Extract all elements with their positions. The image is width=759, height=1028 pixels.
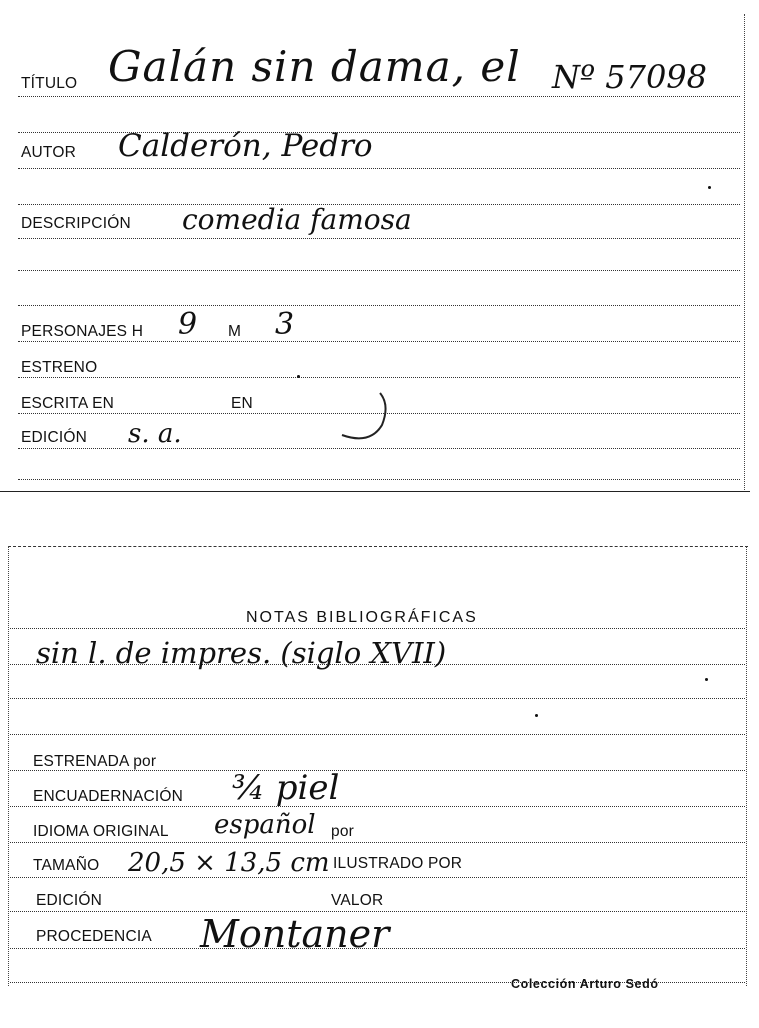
procedencia-label: PROCEDENCIA <box>36 928 152 945</box>
idioma-por-label: por <box>331 823 355 840</box>
ruled-line <box>18 305 740 306</box>
titulo-label: TÍTULO <box>21 75 78 92</box>
procedencia-value: Montaner <box>200 912 390 956</box>
catalog-number: Nº 57098 <box>552 58 708 96</box>
card-right-edge <box>746 546 747 986</box>
valor-label: VALOR <box>331 892 384 909</box>
card-top-edge <box>8 546 748 547</box>
escrita-en-label: ESCRITA EN <box>21 395 115 412</box>
card-left-edge <box>8 546 9 986</box>
ruled-line <box>18 270 740 271</box>
descripcion-value: comedia famosa <box>182 203 412 236</box>
ruled-line <box>18 341 740 342</box>
personajes-m-value: 3 <box>275 307 295 342</box>
autor-value: Calderón, Pedro <box>118 128 373 164</box>
ruled-line <box>10 628 745 629</box>
notas-value: sin l. de impres. (siglo XVII) <box>36 636 447 670</box>
idioma-label: IDIOMA ORIGINAL <box>33 823 169 840</box>
escrita-en-second-label: EN <box>231 395 253 412</box>
tamano-label: TAMAÑO <box>33 857 100 874</box>
encuadernacion-value: ¾ piel <box>232 768 340 808</box>
ilustrado-por-label: ILUSTRADO POR <box>333 855 463 872</box>
ruled-line <box>18 168 740 169</box>
ruled-line <box>18 448 740 449</box>
personajes-h-value: 9 <box>178 307 198 342</box>
personajes-m-label: M <box>228 323 242 340</box>
card-right-edge <box>744 14 745 492</box>
collection-footer: Colección Arturo Sedó <box>511 977 659 991</box>
ruled-line <box>10 806 745 807</box>
ruled-line <box>10 842 745 843</box>
notas-heading: NOTAS BIBLIOGRÁFICAS <box>246 609 478 626</box>
ink-speck <box>708 186 711 189</box>
ink-speck <box>535 714 538 717</box>
ruled-line <box>10 698 745 699</box>
encuadernacion-label: ENCUADERNACIÓN <box>33 788 184 805</box>
ink-speck <box>705 678 708 681</box>
descripcion-label: DESCRIPCIÓN <box>21 215 131 232</box>
edicion-label: EDICIÓN <box>21 429 87 446</box>
autor-label: AUTOR <box>21 144 76 161</box>
estreno-label: ESTRENO <box>21 359 98 376</box>
personajes-label: PERSONAJES H <box>21 323 144 340</box>
ruled-line <box>18 238 740 239</box>
ruled-line <box>10 877 745 878</box>
card-bottom-edge <box>0 491 750 492</box>
edicion-label-bottom: EDICIÓN <box>36 892 102 909</box>
titulo-value: Galán sin dama, el <box>108 42 521 91</box>
ruled-line <box>18 377 740 378</box>
tamano-value: 20,5 × 13,5 cm <box>128 848 330 878</box>
idioma-value: español <box>214 810 316 840</box>
ruled-line <box>18 479 740 480</box>
pencil-mark <box>330 385 400 445</box>
estrenada-label: ESTRENADA por <box>33 753 157 770</box>
ruled-line <box>10 734 745 735</box>
ink-speck <box>297 375 300 378</box>
edicion-value: s. a. <box>128 419 182 449</box>
ruled-line <box>18 96 740 97</box>
